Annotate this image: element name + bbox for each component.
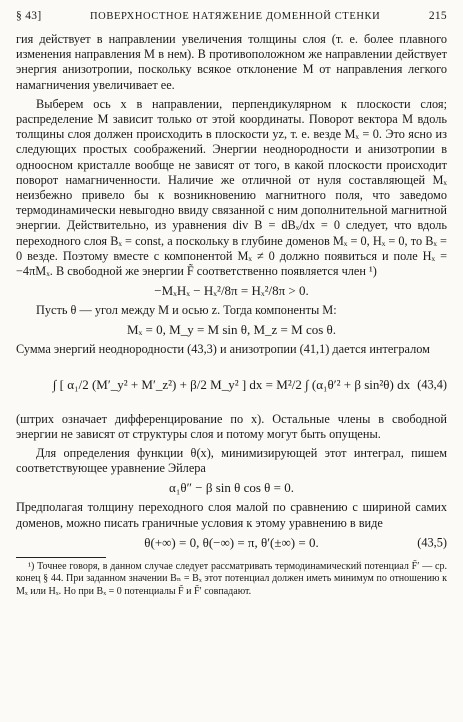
equation-integral-body: ∫ [ α₁/2 (M′_y² + M′_z²) + β/2 M_y² ] dx = M²/2 ∫ (α₁θ′² + β sin²θ) dx [52, 376, 411, 392]
equation-number-43-4: (43,4) [417, 377, 447, 392]
paragraph-theta-definition: Пусть θ — угол между M и осью z. Тогда компоненты M: [36, 303, 337, 318]
running-title: ПОВЕРХНОСТНОЕ НАТЯЖЕНИЕ ДОМЕННОЙ СТЕНКИ [89, 11, 381, 22]
paragraph-prime-note: (штрих означает дифференцирование по x). Остальные члены в свободной энергии не зависят от структуры слоя и потому могут быть опущены. [16, 411, 447, 441]
footnote: ¹) Точнее говоря, в данном случае следует рассматривать термодинамический потенциал F̃′ — ср. конец § 44. При заданном значении Bₙ = Bₓ этот потенциал должен иметь минимум по отношению к Mₓ или Hₓ. Но при Bₓ = 0 потенциалы F̃ и F̃′ совпадают. [16, 560, 447, 597]
equation-number-43-5: (43,5) [417, 535, 447, 550]
section-ref: § 43] [16, 10, 42, 22]
paragraph-x-axis: Выберем ось x в направлении, перпендикулярном к плоскости слоя; распределение M зависит только от этой координаты. Поворот вектора M вдоль толщины слоя должен происходить в плоскости yz, т. е. везде Mₓ = 0. Это ясно из следующих простых соображений. Энергии неоднородности и анизотропии в одноосном кристалле вообще не зависят от того, в какой плоскости происходит поворот намагниченности. Наличие же отличной от нуля составляющей Mₓ неизбежно привело бы к возникновению магнитного поля, что заведомо термодинамически невыгодно ввиду связанной с ним дополнительной магнитной энергии. Действительно, из уравнения div B = dBₓ/dx = 0 следует, что вдоль переходного слоя Bₓ = const, а поскольку в глубине доменов Mₓ = 0, Hₓ = 0, то Bₓ = 0 везде. Поэтому вместе с компонентой Mₓ ≠ 0 должно появиться и поле Hₓ = −4πMₓ. В свободной же энергии F̃ соответственно появляется член ¹) [16, 96, 447, 279]
equation-field-energy-term: −MₓHₓ − Hₓ²/8π = Hₓ²/8π > 0. [154, 283, 309, 299]
equation-boundary-body: θ(+∞) = 0, θ(−∞) = π, θ′(±∞) = 0. [144, 534, 319, 550]
equation-integral [16, 362, 447, 408]
page-number: 215 [428, 10, 447, 22]
equation-boundary [16, 535, 447, 551]
paragraph-continuation: гия действует в направлении увеличения толщины слоя (т. е. более плавного изменения направления M в нем). В противоположном же направлении действует энергия анизотропии, поскольку всякое отклонение M от направления легкого намагничения увеличивает ее. [16, 32, 447, 92]
paragraph-energy-sum: Сумма энергий неоднородности (43,3) и анизотропии (41,1) дается интегралом [16, 342, 430, 357]
running-header [16, 10, 447, 22]
paragraph-boundary-intro: Предполагая толщину переходного слоя малой по сравнению с шириной самих доменов, можно писать граничные условия к этому уравнению в виде [16, 500, 447, 530]
paragraph-euler-intro: Для определения функции θ(x), минимизирующей этот интеграл, пишем соответствующее уравнение Эйлера [16, 446, 447, 476]
equation-components: Mₓ = 0, M_y = M sin θ, M_z = M cos θ. [126, 322, 337, 338]
equation-euler: α₁θ″ − β sin θ cos θ = 0. [169, 480, 294, 496]
footnote-rule [16, 557, 106, 558]
